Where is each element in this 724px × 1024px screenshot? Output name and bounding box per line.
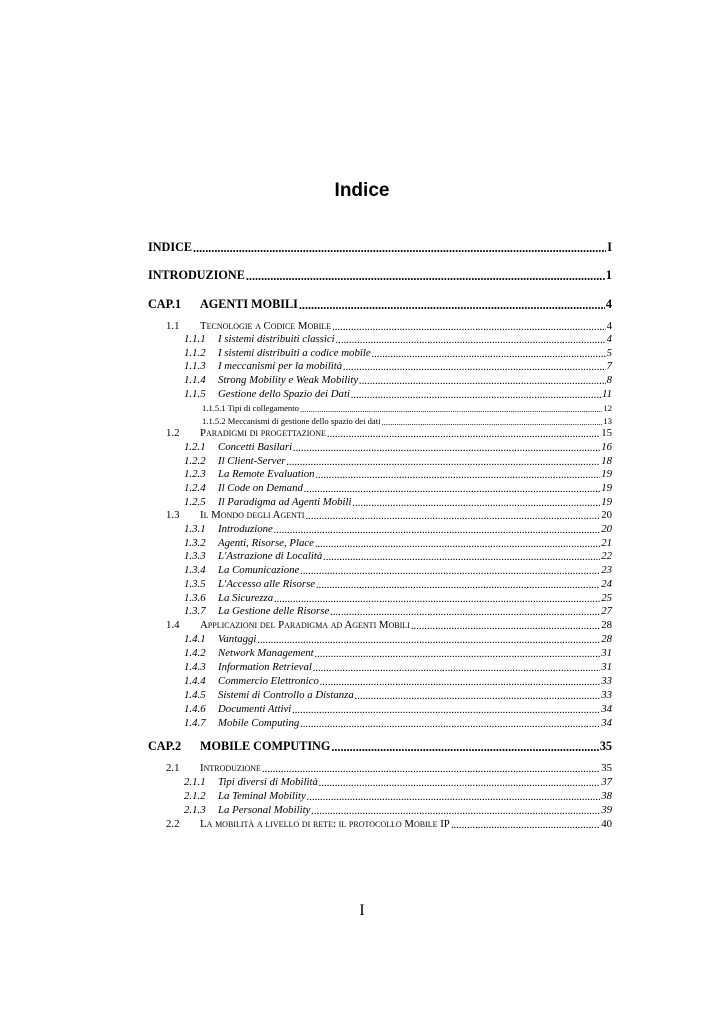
toc-entry[interactable] [148, 332, 612, 346]
toc-entry[interactable] [148, 817, 612, 831]
toc-entry-number: 1.3.4 [184, 564, 206, 576]
toc-entry-page: 1 [605, 268, 612, 282]
dot-leader [323, 551, 600, 562]
toc-entry-number: 1.3.3 [184, 550, 206, 562]
toc-entry-page: 20 [601, 509, 612, 521]
toc-entry-title: Il Client-Server [218, 455, 286, 467]
toc-entry-title: INDICE [148, 240, 193, 254]
toc-entry-page: 19 [601, 468, 612, 480]
dot-leader [411, 620, 600, 631]
toc-entry-page: 12 [603, 403, 612, 413]
toc-entry-page: 23 [601, 564, 612, 576]
toc-entry[interactable] [148, 413, 612, 427]
toc-entry-title: Agenti, Risorse, Place [218, 537, 314, 549]
toc-entry-title: INTRODUZIONE [148, 268, 245, 282]
toc-entry-title: Applicazioni del Paradigma ad Agenti Mobili [200, 619, 410, 631]
toc-entry[interactable] [148, 467, 612, 481]
toc-entry-page: 4 [606, 333, 612, 345]
toc-entry-number: 1.3.1 [184, 523, 206, 535]
toc-entry[interactable] [148, 549, 612, 563]
toc-entry-page: 20 [601, 523, 612, 535]
toc-entry-page: 34 [601, 717, 612, 729]
dot-leader [331, 740, 598, 752]
toc-entry-page: 31 [601, 661, 612, 673]
dot-leader [274, 524, 600, 535]
toc-entry-number: 1.4.2 [184, 647, 206, 659]
toc-entry-number: 1.1.1 [184, 333, 206, 345]
toc-entry-number: 2.1.1 [184, 776, 206, 788]
toc-entry-title: Il Mondo degli Agenti [200, 509, 305, 521]
page-number: I [359, 902, 365, 919]
toc-entry[interactable] [148, 716, 612, 730]
dot-leader [274, 593, 600, 604]
toc-entry[interactable] [148, 426, 612, 440]
toc-entry-number: 1.4.4 [184, 675, 206, 687]
toc-entry-title: L'Accesso alle Risorse [218, 578, 316, 590]
toc-entry-title: Concetti Basilari [218, 441, 293, 453]
toc-entry-title: La Sicurezza [218, 592, 274, 604]
dot-leader [286, 456, 600, 467]
dot-leader [313, 662, 600, 673]
toc-entry-title: Introduzione [200, 762, 261, 774]
dot-leader [300, 565, 600, 576]
toc-entry-title: AGENTI MOBILI [200, 297, 298, 311]
toc-entry-title: La Remote Evaluation [218, 468, 315, 480]
toc-entry-title: Paradigmi di progettazione [200, 427, 326, 439]
toc-entry-page: 18 [601, 455, 612, 467]
toc-entry-number: 1.1.4 [184, 374, 206, 386]
toc-entry[interactable] [148, 297, 612, 311]
toc-entry-number: 1.2.4 [184, 482, 206, 494]
toc-entry[interactable] [148, 660, 612, 674]
toc-entry-page: 5 [606, 347, 612, 359]
toc-entry-number: 1.1.5 [184, 388, 206, 400]
toc-entry[interactable] [148, 387, 612, 401]
toc-entry-page: 11 [602, 388, 612, 400]
dot-leader [359, 375, 605, 386]
toc-entry-number: 1.2.5 [184, 496, 206, 508]
dot-leader [299, 298, 605, 310]
toc-entry-number: 1.3 [166, 509, 180, 521]
toc-entry-number: 2.1.3 [184, 804, 206, 816]
toc-entry-page: 22 [601, 550, 612, 562]
toc-entry-title: La Teminal Mobility [218, 790, 306, 802]
toc-entry-number: 1.4.3 [184, 661, 206, 673]
toc-entry-number: 1.3.7 [184, 605, 206, 617]
dot-leader [327, 428, 600, 439]
toc-entry[interactable] [148, 319, 612, 333]
dot-leader [336, 334, 606, 345]
toc-entry-title: I meccanismi per la mobilità [218, 360, 343, 372]
toc-entry-page: 24 [601, 578, 612, 590]
toc-entry-title: La Personal Mobility [218, 804, 311, 816]
toc-entry-title: Vantaggi [218, 633, 257, 645]
toc-entry-title: Tipi diversi di Mobilità [218, 776, 318, 788]
toc-entry-title: I sistemi distribuiti classici [218, 333, 335, 345]
toc-entry-page: 37 [601, 776, 612, 788]
toc-entry-page: 15 [601, 427, 612, 439]
dot-leader [332, 321, 606, 332]
toc-entry-title: Network Management [218, 647, 314, 659]
dot-leader [315, 538, 600, 549]
dot-leader [300, 404, 602, 413]
toc-entry[interactable] [148, 240, 612, 254]
toc-entry-title: Il Code on Demand [218, 482, 303, 494]
toc-entry-title: Strong Mobility e Weak Mobility [218, 374, 359, 386]
toc-entry-number: 1.1.2 [184, 347, 206, 359]
toc-entry[interactable] [148, 803, 612, 817]
toc-entry[interactable] [148, 359, 612, 373]
toc-entry[interactable] [148, 563, 612, 577]
toc-entry-title: La Gestione delle Risorse [218, 605, 330, 617]
toc-entry[interactable] [148, 400, 612, 414]
toc-entry-title: L'Astrazione di Località [218, 550, 323, 562]
toc-entry-number: 1.2 [166, 427, 180, 439]
toc-entry-title: La mobilità a livello di rete: il protocollo Mobile IP [200, 818, 450, 830]
toc-entry[interactable] [148, 591, 612, 605]
toc-entry[interactable] [148, 702, 612, 716]
toc-entry-number: 1.3.6 [184, 592, 206, 604]
toc-entry-title: I sistemi distribuiti a codice mobile [218, 347, 371, 359]
toc-entry-page: 27 [601, 605, 612, 617]
toc-entry-page: 40 [601, 818, 612, 830]
toc-entry[interactable] [148, 775, 612, 789]
dot-leader [262, 763, 600, 774]
toc-entry[interactable] [148, 789, 612, 803]
toc-entry-title: La Comunicazione [218, 564, 300, 576]
toc-entry-page: 28 [601, 619, 612, 631]
toc-entry[interactable] [148, 373, 612, 387]
toc-entry-number: 1.4.1 [184, 633, 206, 645]
toc-entry[interactable] [148, 739, 612, 753]
toc-entry-number: 1.2.1 [184, 441, 206, 453]
dot-leader [353, 497, 601, 508]
toc-entry[interactable] [148, 268, 612, 282]
toc-entry-page: 4 [605, 297, 612, 311]
dot-leader [372, 348, 606, 359]
toc-entry-page: 38 [601, 790, 612, 802]
toc-entry-title: 1.1.5.2 Meccanismi di gestione dello spazio dei dati [202, 416, 381, 426]
toc-entry-number: 1.4.5 [184, 689, 206, 701]
toc-entry[interactable] [148, 674, 612, 688]
toc-entry-title: Information Retrieval [218, 661, 312, 673]
dot-leader [382, 417, 603, 426]
toc-entry-page: 7 [606, 360, 612, 372]
page-title: Indice [334, 180, 390, 201]
toc-entry-page: 39 [601, 804, 612, 816]
toc-entry-title: MOBILE COMPUTING [200, 739, 331, 753]
dot-leader [316, 469, 601, 480]
toc-entry-title: Sistemi di Controllo a Distanza [218, 689, 354, 701]
dot-leader [330, 606, 600, 617]
toc-entry[interactable] [148, 761, 612, 775]
toc-entry-page: 21 [601, 537, 612, 549]
toc-entry-number: 1.4 [166, 619, 180, 631]
toc-entry-number: 1.2.3 [184, 468, 206, 480]
dot-leader [315, 648, 601, 659]
dot-leader [305, 510, 600, 521]
toc-entry[interactable] [148, 440, 612, 454]
toc-entry-title: Introduzione [218, 523, 273, 535]
toc-entry-title: Tecnologie a Codice Mobile [200, 320, 332, 332]
toc-entry[interactable] [148, 688, 612, 702]
toc-entry-number: 1.3.2 [184, 537, 206, 549]
toc-entry-page: 35 [599, 739, 612, 753]
dot-leader [193, 241, 606, 253]
dot-leader [307, 791, 600, 802]
toc-entry-title: Il Paradigma ad Agenti Mobili [218, 496, 352, 508]
dot-leader [257, 634, 600, 645]
toc-entry-number: 1.1 [166, 320, 180, 332]
toc-entry-page: 35 [601, 762, 612, 774]
toc-entry-title: Gestione dello Spazio dei Dati [218, 388, 350, 400]
toc-entry-page: 25 [601, 592, 612, 604]
dot-leader [351, 389, 601, 400]
toc-entry-page: 33 [601, 675, 612, 687]
toc-entry-title: Mobile Computing [218, 717, 300, 729]
toc-entry-number: 2.1 [166, 762, 180, 774]
dot-leader [319, 777, 600, 788]
toc-entry[interactable] [148, 604, 612, 618]
dot-leader [451, 819, 600, 830]
toc-entry[interactable] [148, 454, 612, 468]
toc-entry-page: 34 [601, 703, 612, 715]
toc-entry-page: 4 [606, 320, 612, 332]
toc-entry-title: Commercio Elettronico [218, 675, 319, 687]
toc-entry-number: CAP.2 [148, 739, 182, 753]
dot-leader [292, 704, 600, 715]
toc-entry-number: 1.1.3 [184, 360, 206, 372]
toc-entry-number: CAP.1 [148, 297, 182, 311]
toc-entry[interactable] [148, 522, 612, 536]
dot-leader [311, 805, 600, 816]
toc-entry-number: 2.1.2 [184, 790, 206, 802]
toc-entry-page: 16 [601, 441, 612, 453]
toc-entry[interactable] [148, 346, 612, 360]
toc-entry-title: 1.1.5.1 Tipi di collegamento [202, 403, 299, 413]
toc-entry[interactable] [148, 508, 612, 522]
toc-entry[interactable] [148, 577, 612, 591]
toc-entry-page: 31 [601, 647, 612, 659]
toc-entry-number: 1.2.2 [184, 455, 206, 467]
toc-entry[interactable] [148, 618, 612, 632]
toc-entry[interactable] [148, 646, 612, 660]
toc-entry-page: 28 [601, 633, 612, 645]
dot-leader [316, 579, 600, 590]
toc-entry-page: 33 [601, 689, 612, 701]
dot-leader [355, 690, 600, 701]
dot-leader [246, 269, 605, 281]
toc-entry-page: 19 [601, 496, 612, 508]
toc-entry[interactable] [148, 495, 612, 509]
dot-leader [300, 718, 600, 729]
toc-entry[interactable] [148, 481, 612, 495]
toc-entry-page: 19 [601, 482, 612, 494]
toc-entry-number: 2.2 [166, 818, 180, 830]
toc-entry-number: 1.4.7 [184, 717, 206, 729]
toc-entry-title: Documenti Attivi [218, 703, 292, 715]
toc-entry[interactable] [148, 536, 612, 550]
toc-entry-number: 1.3.5 [184, 578, 206, 590]
toc-entry-page: I [607, 240, 612, 254]
toc-entry[interactable] [148, 632, 612, 646]
dot-leader [293, 442, 600, 453]
dot-leader [320, 676, 600, 687]
toc-entry-page: 13 [603, 416, 612, 426]
dot-leader [343, 361, 605, 372]
dot-leader [304, 483, 600, 494]
toc-entry-page: 8 [606, 374, 612, 386]
toc-entry-number: 1.4.6 [184, 703, 206, 715]
